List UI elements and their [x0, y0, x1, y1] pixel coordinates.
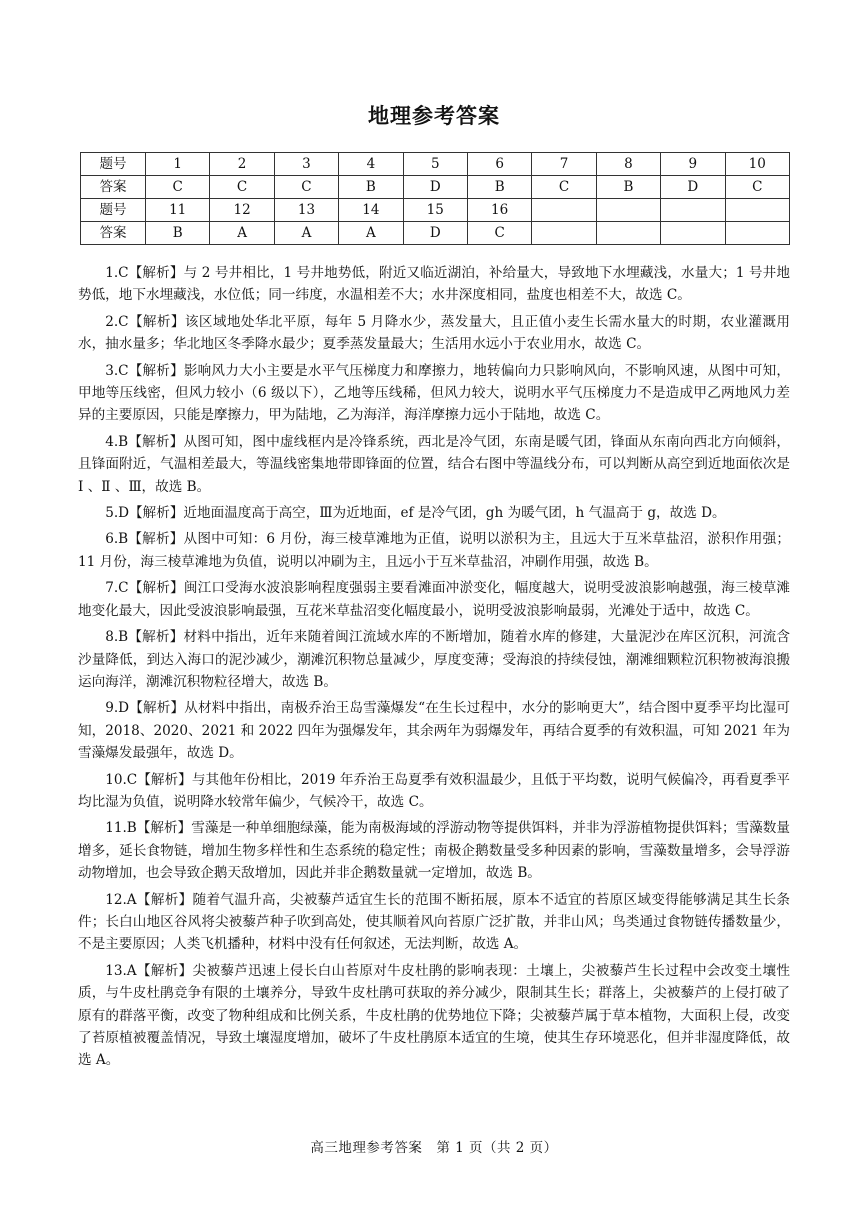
explanation-item: 7.C【解析】闽江口受海水波浪影响程度强弱主要看滩面冲淤变化，幅度越大，说明受波浪影响越强，海三棱草滩地变化最大，因此受波浪影响最强，互花米草盐沼变化幅度最小，说明受波浪影响最弱，光滩处于适中，故选 C。 — [78, 580, 790, 619]
table-cell — [725, 199, 789, 222]
table-cell: C — [210, 176, 274, 199]
table-cell — [725, 222, 789, 245]
explanation-item: 13.A【解析】尖被藜芦迅速上侵长白山苔原对牛皮杜鹃的影响表现：土壤上，尖被藜芦生长过程中会改变土壤性质，与牛皮杜鹃竞争有限的土壤养分，导致牛皮杜鹃可获取的养分减少，限制其生长；群落上，尖被藜芦的上侵打破了原有的群落平衡，改变了物种组成和比例关系，牛皮杜鹃的优势地位下降；尖被藜芦属于草本植物，大面积上侵，改变了苔原植被覆盖情况，导致土壤湿度增加，破坏了牛皮杜鹃原本适宜的生境，使其生存环境恶化，但并非湿度降低，故选 A。 — [78, 962, 790, 1069]
table-cell: 9 — [661, 153, 725, 176]
table-cell — [661, 199, 725, 222]
table-cell: 6 — [467, 153, 531, 176]
row-label: 答案 — [81, 222, 146, 245]
table-cell: 10 — [725, 153, 789, 176]
table-cell: A — [339, 222, 403, 245]
table-cell: B — [339, 176, 403, 199]
explanation-item: 11.B【解析】雪藻是一种单细胞绿藻，能为南极海域的浮游动物等提供饵料，并非为浮游植物提供饵料；雪藻数量增多，延长食物链，增加生物多样性和生态系统的稳定性；南极企鹅数量受多种因素的影响，雪藻数量增多，会导浮游动物增加，也会导致企鹅天敌增加，因此并非企鹅数量就一定增加，故选 B。 — [78, 820, 790, 882]
table-cell — [596, 199, 660, 222]
explanation-item: 4.B【解析】从图可知，图中虚线框内是冷锋系统，西北是冷气团，东南是暖气团，锋面从东南向西北方向倾斜，且锋面附近，气温相差最大，等温线密集地带即锋面的位置，结合右图中等温线分布，可以判断从高空到近地面依次是 Ⅰ 、Ⅱ 、Ⅲ，故选 B。 — [78, 433, 790, 495]
explanation-item: 2.C【解析】该区域地处华北平原，每年 5 月降水少，蒸发量大，且正值小麦生长需水量大的时期，农业灌溉用水，抽水量多；华北地区冬季降水最少；夏季蒸发量最大；生活用水远小于农业用水，故选 C。 — [78, 313, 790, 353]
table-cell: 4 — [339, 153, 403, 176]
table-cell: D — [403, 176, 467, 199]
table-cell: 7 — [532, 153, 596, 176]
table-cell: 14 — [339, 199, 403, 222]
table-cell: 2 — [210, 153, 274, 176]
explanations — [78, 262, 790, 1076]
table-cell: D — [403, 222, 467, 245]
table-cell: 5 — [403, 153, 467, 176]
table-cell: 12 — [210, 199, 274, 222]
table-cell: C — [725, 176, 789, 199]
table-cell: 15 — [403, 199, 467, 222]
table-cell: B — [596, 176, 660, 199]
table-cell: 3 — [274, 153, 338, 176]
table-cell: 11 — [146, 199, 210, 222]
table-cell — [532, 199, 596, 222]
table-cell: 1 — [146, 153, 210, 176]
table-row — [81, 222, 790, 245]
explanation-item: 6.B【解析】从图中可知：6 月份，海三棱草滩地为正值，说明以淤积为主，且远大于互米草盐沼，淤积作用强；11 月份，海三棱草滩地为负值，说明以冲刷为主，且远小于互米草盐沼，冲刷作用强，故选 B。 — [78, 531, 790, 570]
explanation-item: 3.C【解析】影响风力大小主要是水平气压梯度力和摩擦力，地转偏向力只影响风向，不影响风速，从图中可知，甲地等压线密，但风力较小（6 级以下），乙地等压线稀，但风力较大，说明水平气压梯度力不是造成甲乙两地风力差异的主要原因，只能是摩擦力，甲为陆地，乙为海洋，海洋摩擦力远小于陆地，故选 C。 — [78, 362, 790, 424]
table-cell: 16 — [467, 199, 531, 222]
row-label: 题号 — [81, 153, 146, 176]
table-row — [81, 199, 790, 222]
table-cell — [532, 222, 596, 245]
table-cell: B — [146, 222, 210, 245]
table-row — [81, 153, 790, 176]
explanation-item: 8.B【解析】材料中指出，近年来随着闽江流域水库的不断增加，随着水库的修建，大量泥沙在库区沉积，河流含沙量降低，到达入海口的泥沙减少，潮滩沉积物总量减少，厚度变薄；受海浪的持续侵蚀，潮滩细颗粒沉积物被海浪搬运向海洋，潮滩沉积物粒径增大，故选 B。 — [78, 629, 790, 690]
page-footer: 高三地理参考答案 第 1 页（共 2 页） — [310, 1140, 558, 1156]
table-cell: C — [532, 176, 596, 199]
row-label: 答案 — [81, 176, 146, 199]
table-cell — [596, 222, 660, 245]
answer-table — [80, 152, 790, 245]
table-cell: C — [146, 176, 210, 199]
table-cell — [661, 222, 725, 245]
page-title: 地理参考答案 — [368, 104, 500, 128]
table-cell: A — [210, 222, 274, 245]
explanation-item: 5.D【解析】近地面温度高于高空，Ⅲ为近地面，ef 是冷气团，gh 为暖气团，h 气温高于 g，故选 D。 — [105, 505, 726, 522]
explanation-item: 1.C【解析】与 2 号井相比，1 号井地势低，附近又临近湖泊，补给量大，导致地下水埋藏浅，水量大；1 号井地势低，地下水埋藏浅，水位低；同一纬度，水温相差不大；水井深度相同，盐度也相差不大，故选 C。 — [78, 265, 790, 304]
table-cell: C — [467, 222, 531, 245]
explanation-item: 9.D【解析】从材料中指出，南极乔治王岛雪藻爆发“在生长过程中，水分的影响更大”，结合图中夏季平均比湿可知，2018、2020、2021 和 2022 四年为强爆发年，其余两年为弱爆发年，再结合夏季的有效积温，可知 2021 年为雪藻爆发最强年，故选 D。 — [78, 700, 790, 762]
table-cell: B — [467, 176, 531, 199]
row-label: 题号 — [81, 199, 146, 222]
table-cell: 8 — [596, 153, 660, 176]
explanation-item: 12.A【解析】随着气温升高，尖被藜芦适宜生长的范围不断拓展，原本不适宜的苔原区域变得能够满足其生长条件；长白山地区谷风将尖被藜芦种子吹到高处，使其顺着风向苔原广泛扩散，并非山风；鸟类通过食物链传播数量少，不是主要原因；人类飞机播种，材料中没有任何叙述，无法判断，故选 A。 — [78, 891, 790, 953]
explanation-item: 10.C【解析】与其他年份相比，2019 年乔治王岛夏季有效积温最少，且低于平均数，说明气候偏冷，再看夏季平均比湿为负值，说明降水较常年偏少，气候冷干，故选 C。 — [78, 771, 790, 810]
table-cell: D — [661, 176, 725, 199]
table-cell: 13 — [274, 199, 338, 222]
table-cell: A — [274, 222, 338, 245]
table-cell: C — [274, 176, 338, 199]
table-row — [81, 176, 790, 199]
